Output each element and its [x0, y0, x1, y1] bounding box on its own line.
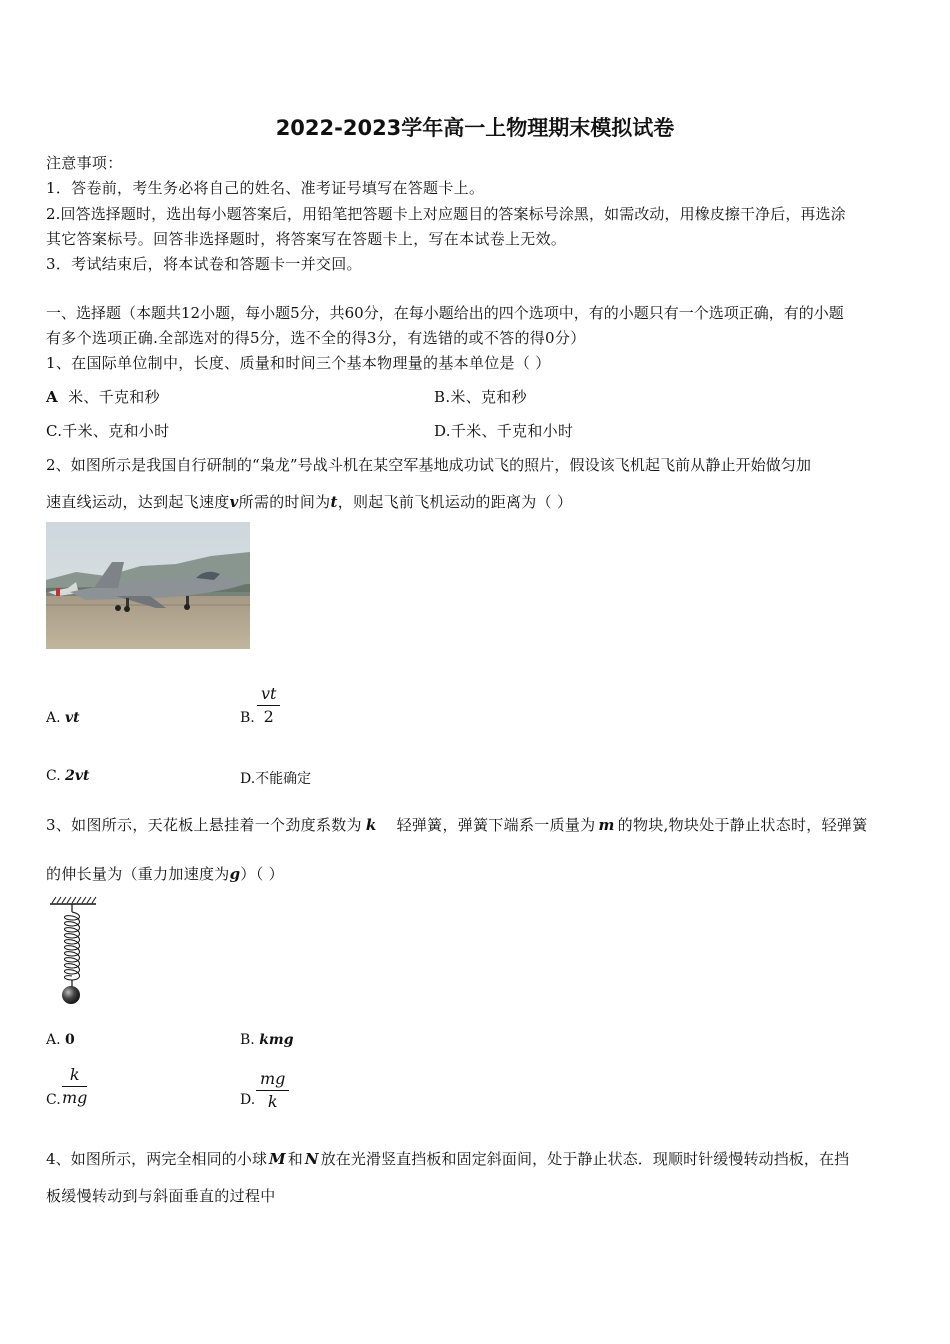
- question-4-text-b: 和: [287, 1150, 303, 1168]
- question-3-text-e: ）（ ）: [240, 865, 284, 883]
- question-4-text-a: 4、如图所示，两完全相同的小球: [46, 1150, 268, 1168]
- option-a-label: A: [46, 388, 58, 406]
- option-a-label: A.: [46, 710, 61, 726]
- option-a-label: A.: [46, 1032, 61, 1048]
- fraction-denominator: k: [267, 1092, 278, 1111]
- question-4-stem-line2: 板缓慢转动到与斜面垂直的过程中: [46, 1187, 276, 1205]
- option-c-value: 2vt: [65, 768, 90, 784]
- option-b-value: kmg: [259, 1032, 294, 1048]
- option-b-label: B.: [240, 1032, 255, 1048]
- fighter-jet-photo: [46, 522, 250, 649]
- question-3-stem-line1: [46, 814, 868, 835]
- option-c-label: C.: [46, 768, 61, 784]
- symbol-t: t: [330, 493, 338, 511]
- question-2-option-a: [46, 710, 80, 726]
- section-heading-cont: 有多个选项正确.全部选对的得5分，选不全的得3分，有选错的或不答的得0分）: [46, 329, 586, 347]
- question-1-option-a: [46, 386, 160, 407]
- question-3-option-b: [240, 1032, 294, 1048]
- symbol-g: g: [229, 865, 241, 883]
- section-heading: 一、选择题（本题共12小题，每小题5分，共60分，在每小题给出的四个选项中，有的小题只有一个选项正确，有的小题: [46, 304, 844, 322]
- question-3-text-b: 轻弹簧，弹簧下端系一质量为: [396, 816, 596, 834]
- question-2-stem-line1: 2、如图所示是我国自行研制的“枭龙”号战斗机在某空军基地成功试飞的照片，假设该飞机起飞前从静止开始做匀加: [46, 456, 812, 474]
- block-ball: [62, 986, 80, 1004]
- question-2-option-c: [46, 768, 89, 784]
- fraction-denominator: 2: [263, 707, 274, 726]
- question-1-option-c: C.千米、克和小时: [46, 422, 170, 440]
- question-3-text-a: 3、如图所示，天花板上悬挂着一个劲度系数为: [46, 816, 362, 834]
- notice-item-2-cont: 其它答案标号。回答非选择题时，将答案写在答题卡上，写在本试卷上无效。: [46, 230, 567, 248]
- question-1-option-b: B.米、克和秒: [434, 388, 527, 406]
- question-3-option-a: [46, 1032, 75, 1048]
- question-2-text-c: ，则起飞前飞机运动的距离为（ ）: [337, 493, 573, 511]
- fraction-denominator: mg: [62, 1088, 88, 1107]
- question-3-option-c-fraction: [62, 1065, 87, 1107]
- symbol-m: m: [598, 816, 615, 834]
- option-a-value: vt: [65, 710, 80, 726]
- notice-item-1: 1．答卷前，考生务必将自己的姓名、准考证号填写在答题卡上。: [46, 179, 485, 197]
- fraction-numerator: vt: [261, 684, 277, 703]
- symbol-k: k: [365, 816, 377, 834]
- question-2-option-b-fraction: [257, 684, 280, 726]
- question-4-text-c: 放在光滑竖直挡板和固定斜面间，处于静止状态．现顺时针缓慢转动挡板，在挡: [320, 1150, 850, 1168]
- page-title: 2022-2023学年高一上物理期末模拟试卷: [275, 116, 675, 140]
- spring-diagram: [46, 896, 102, 1010]
- question-3-text-d: 的伸长量为（重力加速度为: [46, 865, 230, 883]
- question-4-stem-line1: [46, 1148, 849, 1169]
- question-2-text-b: 所需的时间为: [238, 493, 331, 511]
- question-2-text-a: 速直线运动，达到起飞速度: [46, 493, 230, 511]
- symbol-v: v: [229, 493, 239, 511]
- symbol-M: M: [269, 1150, 286, 1168]
- notice-heading: 注意事项：: [46, 154, 123, 172]
- fraction-numerator: mg: [260, 1069, 286, 1088]
- question-1-stem: 1、在国际单位制中，长度、质量和时间三个基本物理量的基本单位是（ ）: [46, 354, 551, 372]
- question-3-text-c: 的物块,物块处于静止状态时，轻弹簧: [617, 816, 868, 834]
- question-2-option-d: D.不能确定: [240, 771, 312, 787]
- question-2-stem-line2: [46, 491, 572, 512]
- question-3-option-d-fraction: [256, 1069, 289, 1111]
- symbol-N: N: [304, 1150, 319, 1168]
- option-a-text: 米、千克和秒: [68, 388, 160, 406]
- question-2-option-b-label: B.: [240, 710, 255, 726]
- fraction-numerator: k: [69, 1065, 80, 1084]
- question-1-option-d: D.千米、千克和小时: [434, 422, 574, 440]
- question-3-stem-line2: [46, 863, 284, 884]
- notice-item-3: 3．考试结束后，将本试卷和答题卡一并交回。: [46, 255, 362, 273]
- option-a-value: 0: [65, 1032, 75, 1048]
- question-3-option-c-label: C.: [46, 1092, 61, 1108]
- question-3-option-d-label: D.: [240, 1092, 256, 1108]
- notice-item-2: 2.回答选择题时，选出每小题答案后，用铅笔把答题卡上对应题目的答案标号涂黑，如需改动，用橡皮擦干净后，再选涂: [46, 205, 846, 223]
